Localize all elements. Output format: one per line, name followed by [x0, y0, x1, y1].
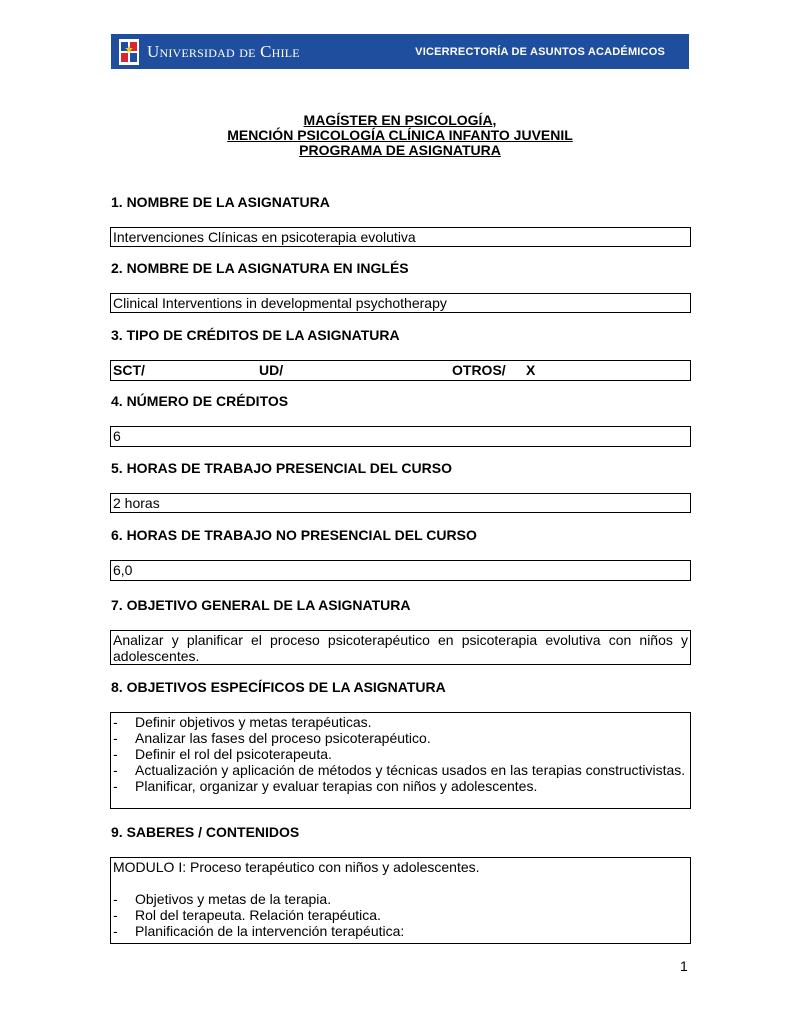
- list-item: - Planificación de la intervención terapéutica:: [113, 923, 688, 939]
- vicerrectoria-label: VICERRECTORÍA DE ASUNTOS ACADÉMICOS: [415, 45, 665, 58]
- section-6-heading: 6. HORAS DE TRABAJO NO PRESENCIAL DEL CURSO: [111, 527, 477, 543]
- general-objective: Analizar y planificar el proceso psicoterapéutico en psicoterapia evolutiva con niños y adolescentes.: [113, 632, 688, 664]
- credit-types-row: [113, 362, 688, 378]
- section-7-heading: 7. OBJETIVO GENERAL DE LA ASIGNATURA: [111, 597, 411, 613]
- university-crest-icon: [119, 39, 139, 65]
- section-9-heading: 9. SABERES / CONTENIDOS: [111, 824, 300, 840]
- subject-name: Intervenciones Clínicas en psicoterapia evolutiva: [113, 229, 416, 245]
- list-item: - Planificar, organizar y evaluar terapias con niños y adolescentes.: [113, 778, 688, 794]
- section-2-heading: 2. NOMBRE DE LA ASIGNATURA EN INGLÉS: [111, 260, 409, 276]
- university-name: Universidad de Chile: [147, 41, 300, 61]
- header-banner: [111, 34, 689, 69]
- credit-count: 6: [113, 428, 121, 444]
- credit-type-sct: SCT/: [113, 362, 145, 378]
- presential-hours: 2 horas: [113, 495, 160, 511]
- university-logo: [119, 39, 300, 65]
- list-item: - Objetivos y metas de la terapia.: [113, 891, 688, 907]
- page-number: 1: [680, 958, 688, 974]
- section-7-box: [110, 630, 691, 665]
- section-5-heading: 5. HORAS DE TRABAJO PRESENCIAL DEL CURSO: [111, 460, 452, 476]
- spacer: [113, 875, 688, 891]
- section-6-box: [110, 560, 691, 581]
- section-1-heading: 1. NOMBRE DE LA ASIGNATURA: [111, 194, 330, 210]
- section-8-box: [110, 712, 691, 809]
- list-item: - Definir el rol del psicoterapeuta.: [113, 746, 688, 762]
- section-3-box: [110, 360, 691, 381]
- section-1-box: [110, 227, 691, 247]
- list-item: - Analizar las fases del proceso psicoterapéutico.: [113, 730, 688, 746]
- section-8-heading: 8. OBJETIVOS ESPECÍFICOS DE LA ASIGNATURA: [111, 679, 446, 695]
- section-4-box: [110, 426, 691, 447]
- non-presential-hours: 6,0: [113, 562, 133, 578]
- section-5-box: [110, 493, 691, 513]
- section-2-box: [110, 293, 691, 313]
- module-title: MODULO I: Proceso terapéutico con niños y adolescentes.: [113, 859, 480, 875]
- list-item: - Rol del terapeuta. Relación terapéutica.: [113, 907, 688, 923]
- credit-type-ud: UD/: [259, 362, 284, 378]
- list-item: - Actualización y aplicación de métodos y técnicas usados en las terapias constructivistas.: [113, 762, 688, 778]
- title-line-3: PROGRAMA DE ASIGNATURA: [299, 142, 501, 158]
- title-line-2: MENCIÓN PSICOLOGÍA CLÍNICA INFANTO JUVENIL: [227, 127, 573, 143]
- list-item: - Definir objetivos y metas terapéuticas.: [113, 714, 688, 730]
- title-line-1: MAGÍSTER EN PSICOLOGÍA,: [303, 112, 497, 128]
- subject-name-english: Clinical Interventions in developmental psychotherapy: [113, 295, 447, 311]
- contents-list: [113, 891, 688, 939]
- section-9-box: [110, 857, 691, 944]
- document-title: [111, 113, 689, 158]
- section-3-heading: 3. TIPO DE CRÉDITOS DE LA ASIGNATURA: [111, 327, 400, 343]
- credit-type-otros: OTROS/: [452, 362, 506, 378]
- credit-type-mark: X: [526, 362, 536, 378]
- section-4-heading: 4. NÚMERO DE CRÉDITOS: [111, 393, 289, 409]
- specific-objectives-list: [113, 714, 688, 794]
